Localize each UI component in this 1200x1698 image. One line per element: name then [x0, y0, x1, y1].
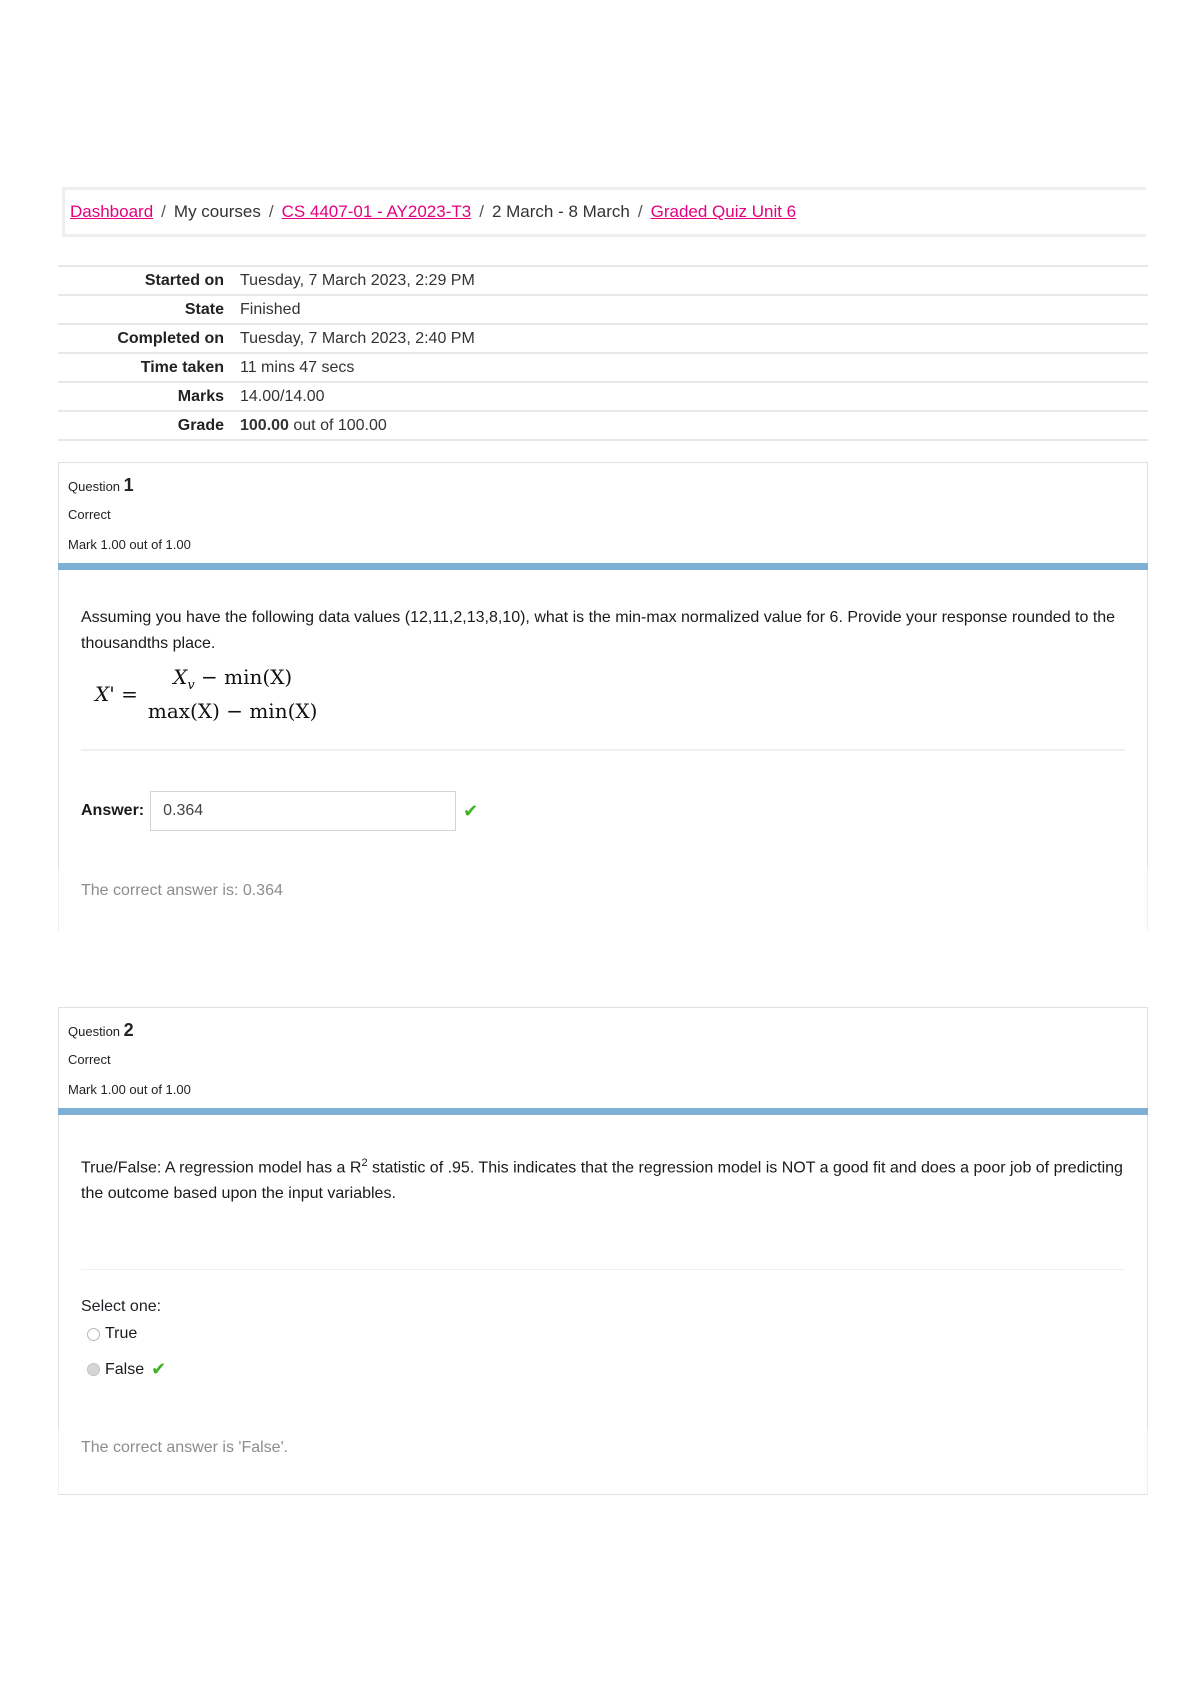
option-false[interactable] [81, 1359, 1125, 1380]
question-prefix: Question [68, 479, 121, 494]
formula-numerator-var: X [173, 665, 188, 689]
breadcrumb-separator: / [268, 202, 274, 221]
attempt-summary-table [58, 265, 1148, 441]
formula-numerator [169, 665, 296, 695]
question-content [58, 570, 1148, 868]
question-mark: Mark 1.00 out of 1.00 [68, 1082, 191, 1097]
question-prefix: Question [68, 1024, 121, 1039]
min-max-formula [95, 661, 1125, 727]
option-true[interactable] [81, 1325, 1125, 1343]
breadcrumb-course-link[interactable]: CS 4407-01 - AY2023-T3 [281, 202, 472, 221]
summary-row-state [58, 295, 1148, 324]
question-text-superscript: 2 [361, 1157, 368, 1169]
summary-value: Tuesday, 7 March 2023, 2:29 PM [240, 271, 475, 289]
question-feedback [58, 868, 1148, 931]
summary-label: Time taken [140, 358, 224, 376]
summary-value: 14.00/14.00 [240, 387, 325, 405]
summary-label: State [184, 300, 224, 318]
breadcrumb [62, 187, 1146, 237]
summary-row-time-taken [58, 353, 1148, 382]
summary-row-marks [58, 382, 1148, 411]
question-info [58, 1007, 1148, 1108]
question-number [68, 474, 1138, 504]
breadcrumb-week: 2 March - 8 March [491, 202, 630, 221]
radio-false[interactable] [87, 1363, 100, 1376]
question-mark: Mark 1.00 out of 1.00 [68, 537, 191, 552]
question-number-value: 1 [123, 475, 134, 495]
question-2 [58, 1007, 1148, 1495]
breadcrumb-separator: / [637, 202, 643, 221]
answer-divider [81, 749, 1125, 751]
check-icon: ✔ [151, 1359, 167, 1380]
summary-value: 11 mins 47 secs [240, 358, 355, 376]
breadcrumb-my-courses: My courses [173, 202, 261, 221]
grade-score: 100.00 [240, 416, 289, 434]
formula-numerator-sub: v [187, 678, 195, 693]
formula-denominator: max(X) − min(X) [147, 699, 318, 723]
answer-input[interactable] [150, 791, 456, 831]
summary-row-started [58, 266, 1148, 295]
summary-row-grade [58, 411, 1148, 440]
question-status: Correct [68, 1052, 111, 1067]
formula-fraction [148, 665, 318, 723]
option-label: False [105, 1360, 145, 1378]
summary-label: Started on [144, 271, 224, 289]
breadcrumb-separator: / [161, 202, 166, 221]
question-text: Assuming you have the following data values (12,11,2,13,8,10), what is the min-max normalized value for 6. Provide your response rounded to the thousandths place. [81, 609, 1116, 652]
question-text-part: True/False: A regression model has a R [81, 1159, 362, 1177]
question-info [58, 462, 1148, 563]
formula-lhs: X' = [95, 682, 138, 706]
question-status: Correct [68, 507, 111, 522]
option-label: True [105, 1325, 138, 1343]
select-one-label: Select one: [81, 1298, 162, 1316]
summary-label: Marks [177, 387, 224, 405]
breadcrumb-quiz-link[interactable]: Graded Quiz Unit 6 [650, 202, 797, 221]
answer-value: 0.364 [163, 802, 204, 819]
question-text [81, 1115, 1125, 1207]
correct-answer-text: The correct answer is 'False'. [81, 1439, 289, 1456]
question-1 [58, 462, 1148, 931]
radio-true[interactable] [87, 1328, 100, 1341]
summary-row-completed [58, 324, 1148, 353]
summary-label: Grade [177, 416, 224, 434]
summary-value: Finished [240, 300, 301, 318]
question-feedback [58, 1429, 1148, 1495]
question-content [58, 1115, 1148, 1429]
answer-row [81, 791, 1125, 831]
answer-label: Answer: [81, 802, 145, 819]
summary-label: Completed on [117, 329, 224, 347]
question-number-value: 2 [123, 1020, 134, 1040]
question-divider-bar [58, 563, 1148, 570]
question-text-part: statistic of .95. This indicates that the regression model is NOT a good fit and does a poor job of predicting the outcome based upon the input variables. [81, 1159, 1123, 1203]
grade-out-of: out of 100.00 [288, 416, 387, 434]
formula-numerator-rest: − min(X) [194, 665, 293, 689]
summary-value [234, 411, 1148, 440]
answer-divider [81, 1269, 1125, 1270]
breadcrumb-separator: / [479, 202, 484, 221]
breadcrumb-dashboard-link[interactable]: Dashboard [70, 202, 154, 221]
question-number [68, 1019, 1138, 1049]
question-divider-bar [58, 1108, 1148, 1115]
check-icon: ✔ [463, 800, 479, 821]
correct-answer-text: The correct answer is: 0.364 [81, 882, 283, 899]
summary-value: Tuesday, 7 March 2023, 2:40 PM [240, 329, 475, 347]
